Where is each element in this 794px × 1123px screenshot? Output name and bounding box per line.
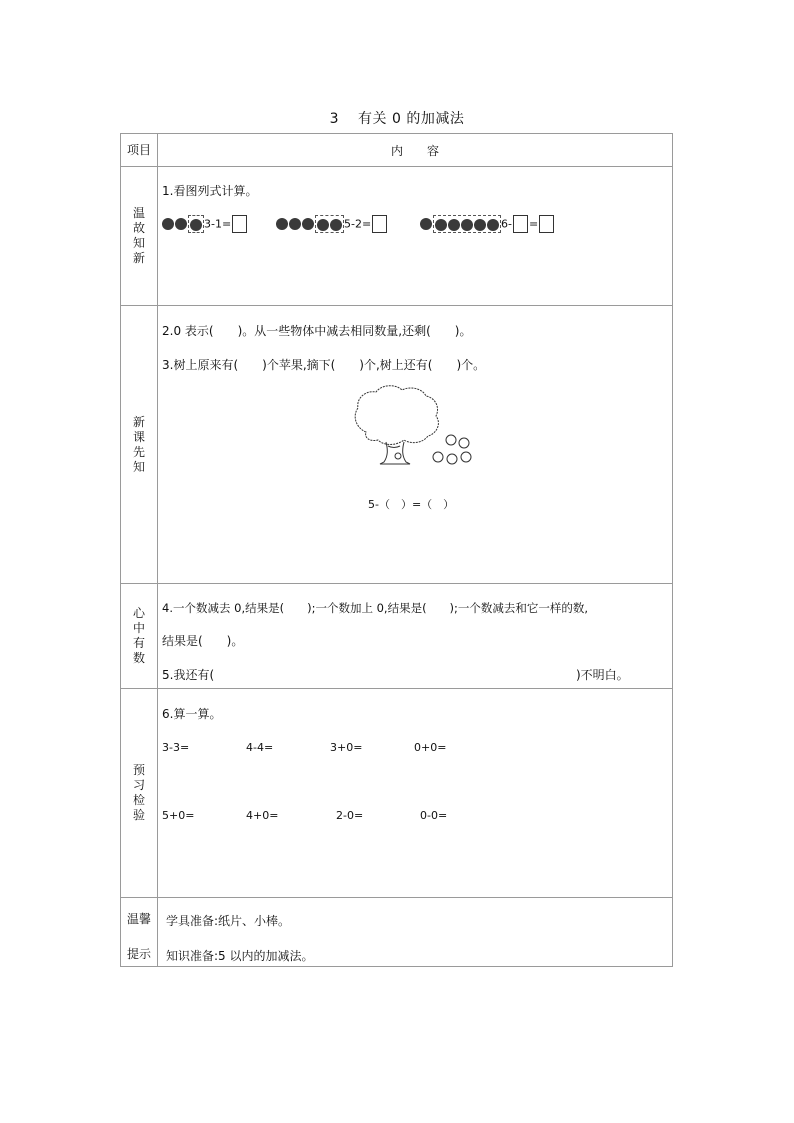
check-content xyxy=(158,689,673,898)
question-2: 2.0 表示( )。从一些物体中减去相同数量,还剩( )。 xyxy=(162,324,472,338)
question-6: 6.算一算。 xyxy=(162,707,222,721)
calc-item: 4+0= xyxy=(246,809,279,822)
review-content xyxy=(158,167,673,306)
page-title xyxy=(0,108,794,128)
answer-box[interactable] xyxy=(372,215,387,233)
tip-knowledge: 知识准备:5 以内的加减法。 xyxy=(166,949,314,963)
review-row xyxy=(121,167,673,306)
answer-box[interactable] xyxy=(539,215,554,233)
calc-item: 0+0= xyxy=(414,741,447,754)
header-project: 项目 xyxy=(121,134,158,167)
question-3: 3.树上原来有( )个苹果,摘下( )个,树上还有( )个。 xyxy=(162,358,486,372)
lesson-title: 有关 0 的加减法 xyxy=(358,111,465,127)
preview-label: 新 课 先 知 xyxy=(121,306,158,584)
check-row xyxy=(121,689,673,898)
calc-item: 3+0= xyxy=(330,741,363,754)
mind-content xyxy=(158,584,673,689)
formula: 5-（ ）=（ ） xyxy=(368,498,455,511)
mind-row xyxy=(121,584,673,689)
question-5-end: )不明白。 xyxy=(576,668,629,682)
tip-tools: 学具准备:纸片、小棒。 xyxy=(166,914,291,928)
mind-label: 心 中 有 数 xyxy=(121,584,158,689)
preview-content xyxy=(158,306,673,584)
calc-item: 2-0= xyxy=(336,809,364,822)
tree-illustration xyxy=(348,384,488,474)
table-header-row xyxy=(121,134,673,167)
dots-group-1: 3-1= xyxy=(162,215,248,233)
answer-box[interactable] xyxy=(513,215,528,233)
question-4-cont: 结果是( )。 xyxy=(162,634,244,648)
calc-item: 3-3= xyxy=(162,741,190,754)
dots-group-3: 6- = xyxy=(420,215,555,233)
review-label: 温 故 知 新 xyxy=(121,167,158,306)
check-label: 预 习 检 验 xyxy=(121,689,158,898)
lesson-number: 3 xyxy=(329,111,340,127)
tips-label: 温馨 提示 xyxy=(121,898,158,967)
calc-item: 0-0= xyxy=(420,809,448,822)
apple-icon xyxy=(433,435,471,464)
answer-box[interactable] xyxy=(232,215,247,233)
question-4: 4.一个数减去 0,结果是( );一个数加上 0,结果是( );一个数减去和它一样的数, xyxy=(162,601,589,615)
preview-row xyxy=(121,306,673,584)
dots-group-2: 5-2= xyxy=(276,215,388,233)
calc-item: 5+0= xyxy=(162,809,195,822)
lesson-table xyxy=(120,133,673,967)
question-1: 1.看图列式计算。 xyxy=(162,184,258,198)
question-5: 5.我还有( xyxy=(162,668,215,682)
tips-content xyxy=(158,898,673,967)
header-content: 内容 xyxy=(158,134,673,167)
tips-row xyxy=(121,898,673,967)
calc-item: 4-4= xyxy=(246,741,274,754)
